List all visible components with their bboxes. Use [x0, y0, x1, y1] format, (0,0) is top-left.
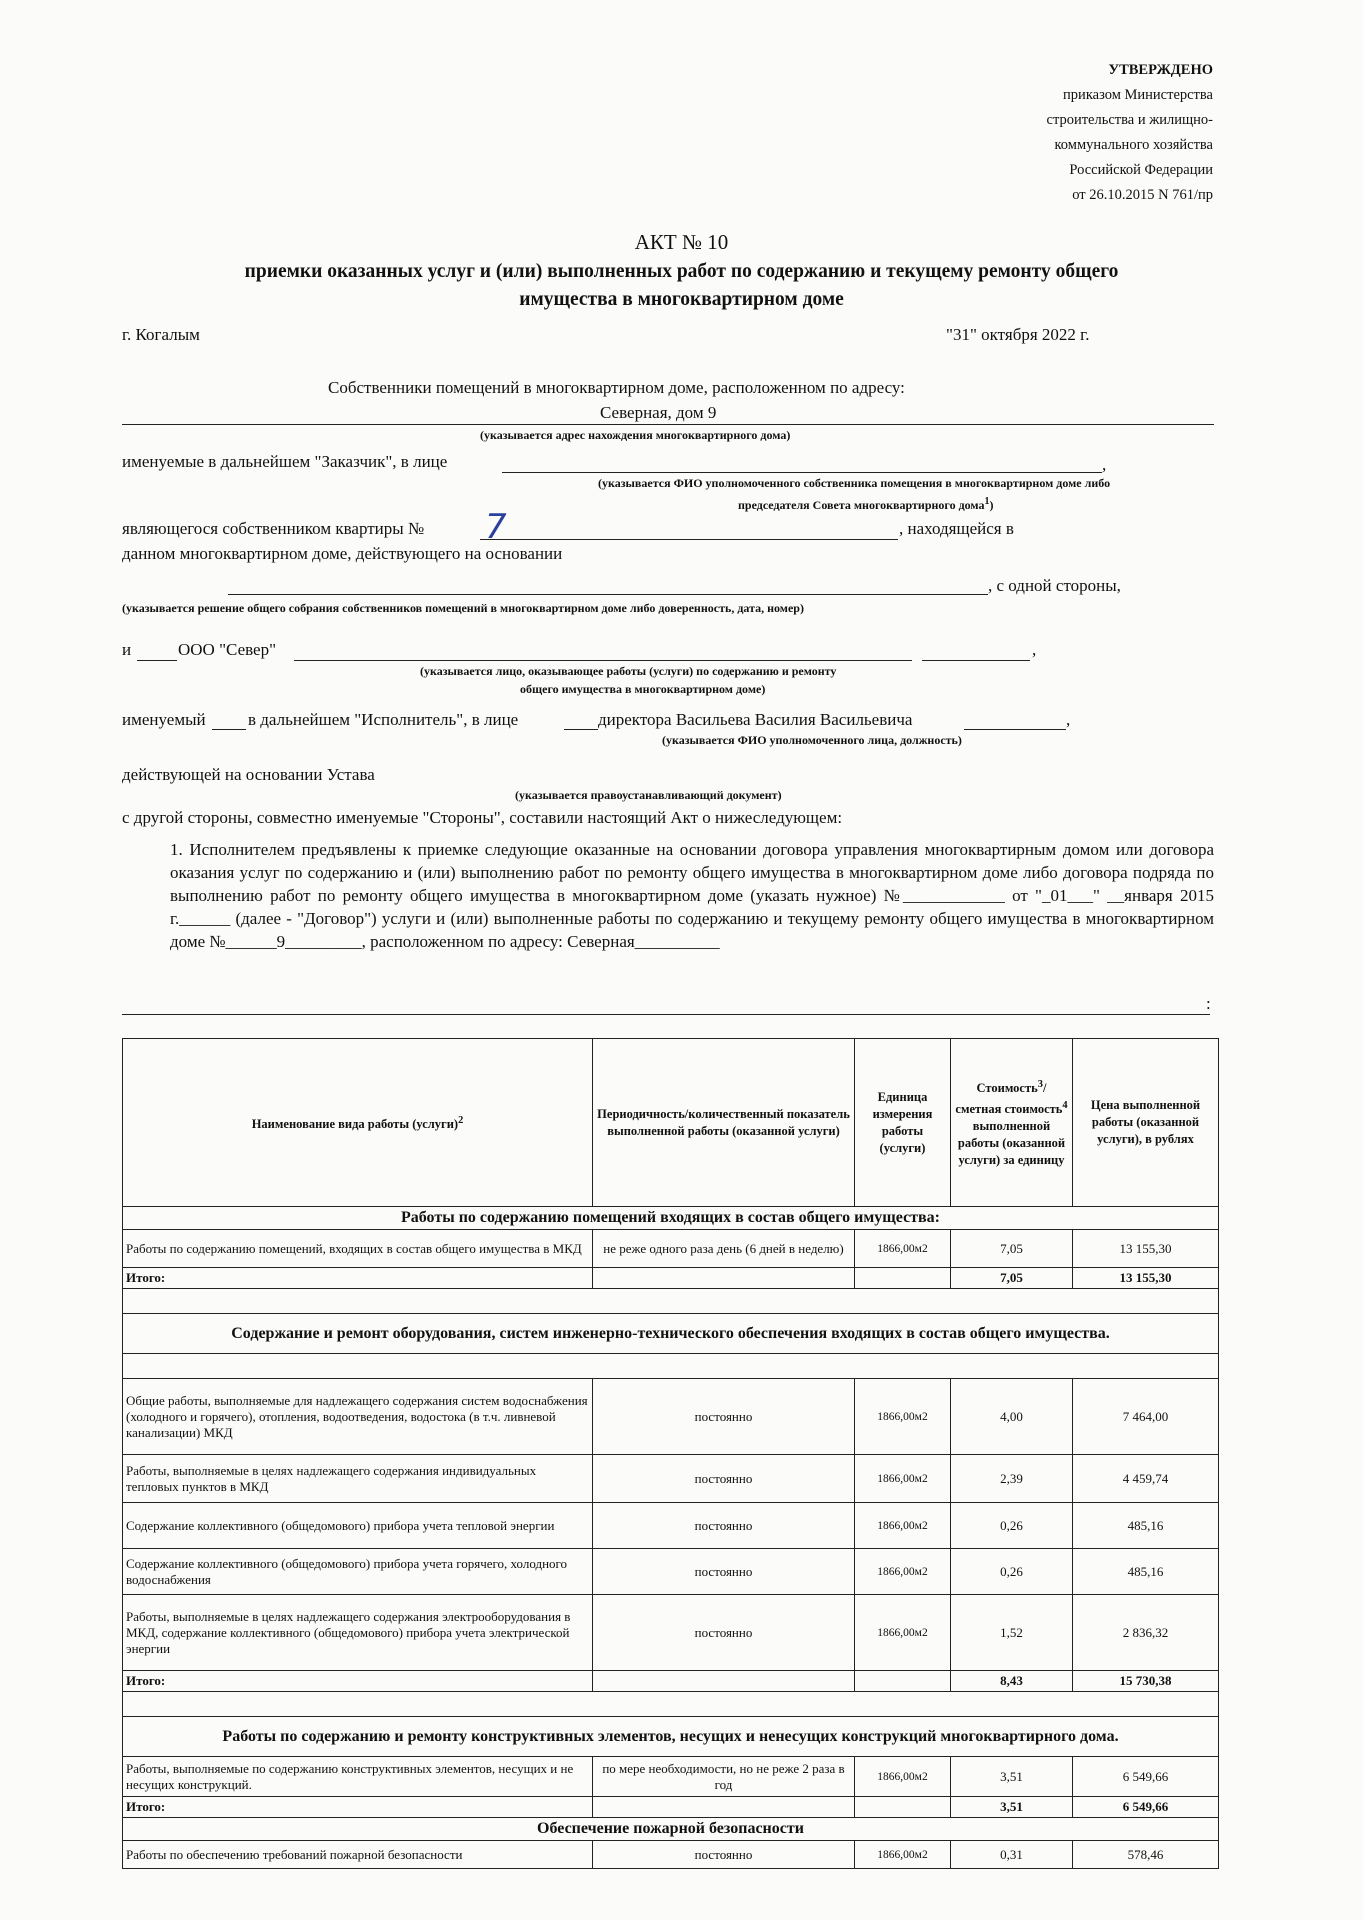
works-table [122, 1038, 1219, 1869]
table-row [123, 1455, 1219, 1503]
header-cost-text: /сметная стоимость [955, 1081, 1063, 1117]
contractor-hint: (указывается лицо, оказывающее работы (услуги) по содержанию и ремонту [420, 664, 837, 678]
row-price: 578,46 [1073, 1841, 1219, 1869]
rep-hint: (указывается ФИО уполномоченного лица, должность) [662, 733, 962, 747]
header-price: Цена выполненной работы (оказанной услуги), в рублях [1073, 1039, 1219, 1207]
empty-cell [593, 1671, 855, 1692]
empty-cell [123, 1354, 1219, 1379]
header-period: Периодичность/количественный показатель выполненной работы (оказанной услуги) [593, 1039, 855, 1207]
customer-line: именуемые в дальнейшем "Заказчик", в лице [122, 452, 448, 471]
city: г. Когалым [122, 325, 200, 344]
row-name: Работы по обеспечению требований пожарной безопасности [123, 1841, 593, 1869]
section-title-row [123, 1818, 1219, 1841]
header-cost [951, 1039, 1073, 1207]
row-price: 485,16 [1073, 1549, 1219, 1595]
approval-block [1047, 58, 1213, 208]
row-cost: 2,39 [951, 1455, 1073, 1503]
row-period: по мере необходимости, но не реже 2 раза в год [593, 1757, 855, 1797]
clause-underline [122, 1014, 1210, 1015]
total-cost: 3,51 [951, 1797, 1073, 1818]
row-cost: 3,51 [951, 1757, 1073, 1797]
table-row [123, 1230, 1219, 1268]
spacer-row [123, 1289, 1219, 1314]
total-cost: 8,43 [951, 1671, 1073, 1692]
owners-intro: Собственники помещений в многоквартирном доме, расположенном по адресу: [328, 378, 905, 397]
acting-hint: (указывается правоустанавливающий документ) [515, 788, 782, 802]
row-name: Работы, выполняемые в целях надлежащего содержания электрооборудования в МКД, содержание коллективного (общедомового) прибора учета электрической энергии [123, 1595, 593, 1671]
footnote-mark: 4 [1062, 1100, 1068, 1111]
name-underline-left [137, 660, 177, 661]
owners-address: Северная, дом 9 [600, 403, 717, 422]
contractor-hint-2: общего имущества в многоквартирном доме) [520, 682, 766, 696]
header-unit: Единица измерения работы (услуги) [855, 1039, 951, 1207]
section-title-row [123, 1207, 1219, 1230]
empty-cell [123, 1289, 1219, 1314]
located-suffix: , находящейся в [899, 519, 1014, 538]
row-period: постоянно [593, 1455, 855, 1503]
section-title: Работы по содержанию помещений входящих в состав общего имущества: [123, 1207, 1219, 1230]
name-underline-right [922, 660, 1030, 661]
customer-hint-text: председателя Совета многоквартирного дома [738, 498, 985, 512]
approval-line: коммунального хозяйства [1054, 137, 1213, 153]
empty-cell [855, 1797, 951, 1818]
act-subtitle [0, 258, 1363, 314]
row-period: постоянно [593, 1595, 855, 1671]
empty-cell [123, 1692, 1219, 1717]
row-price: 2 836,32 [1073, 1595, 1219, 1671]
empty-cell [855, 1268, 951, 1289]
act-subtitle-line: имущества в многоквартирном доме [519, 289, 844, 310]
total-row [123, 1268, 1219, 1289]
approval-line: от 26.10.2015 N 761/пр [1072, 187, 1213, 203]
basis-underline [228, 594, 988, 595]
clause-colon: : [1206, 994, 1211, 1013]
row-price: 13 155,30 [1073, 1230, 1219, 1268]
total-row [123, 1671, 1219, 1692]
empty-cell [855, 1671, 951, 1692]
table-row [123, 1503, 1219, 1549]
row-cost: 7,05 [951, 1230, 1073, 1268]
rep-underline-left [564, 729, 598, 730]
total-price: 6 549,66 [1073, 1797, 1219, 1818]
row-period: постоянно [593, 1379, 855, 1455]
apartment-number-handwritten: 7 [485, 507, 507, 547]
row-period: не реже одного раза день (6 дней в неделю) [593, 1230, 855, 1268]
row-price: 485,16 [1073, 1503, 1219, 1549]
header-name-text: Наименование вида работы (услуги) [251, 1117, 459, 1132]
section-title: Содержание и ремонт оборудования, систем инженерно-технического обеспечения входящих в состав общего имущества. [123, 1314, 1219, 1354]
row-unit: 1866,00м2 [855, 1379, 951, 1455]
clause-1-text: 1. Исполнителем предъявлены к приемке следующие оказанные на основании договора управления многоквартирным домом или договора оказания услуг по содержанию и (или) выполнению работ по ремонту общего имущества в многоквартирном доме либо договора подряда по выполнению работ по ремонту общего имущества в многоквартирном доме (указать нужное) №____________ от "_01___" __января 2015 г.______ (далее - "Договор") услуги и (или) выполненные работы по содержанию и текущему ремонту общего имущества в многоквартирном доме №______9_________, расположенном по адресу: Северная__________ [170, 840, 1214, 951]
footnote-mark: 1 [984, 496, 990, 507]
approval-line: приказом Министерства [1063, 87, 1213, 103]
row-price: 7 464,00 [1073, 1379, 1219, 1455]
row-period: постоянно [593, 1841, 855, 1869]
row-cost: 0,26 [951, 1503, 1073, 1549]
row-unit: 1866,00м2 [855, 1503, 951, 1549]
apartment-underline [480, 539, 898, 540]
total-row [123, 1797, 1219, 1818]
row-price: 6 549,66 [1073, 1757, 1219, 1797]
row-name: Общие работы, выполняемые для надлежащего содержания систем водоснабжения (холодного и горячего), отопления, водоотведения, водостока (в т.ч. ливневой канализации) МКД [123, 1379, 593, 1455]
act-number: АКТ № 10 [634, 230, 729, 254]
row-name: Содержание коллективного (общедомового) прибора учета горячего, холодного водоснабжения [123, 1549, 593, 1595]
header-name [123, 1039, 593, 1207]
table-row [123, 1757, 1219, 1797]
rep-underline-right [964, 729, 1066, 730]
apartment-line: являющегося собственником квартиры № [122, 519, 425, 538]
and-label: и [122, 640, 132, 659]
basis-line: данном многоквартирном доме, действующего на основании [122, 544, 563, 563]
footnote-mark: 3 [1037, 1078, 1043, 1090]
total-label: Итого: [123, 1797, 593, 1818]
act-date: "31" октября 2022 г. [946, 325, 1090, 344]
footnote-mark: 2 [458, 1114, 464, 1126]
header-cost-text: Стоимость [976, 1081, 1038, 1095]
named-b: в дальнейшем "Исполнитель", в лице [248, 710, 519, 729]
row-cost: 4,00 [951, 1379, 1073, 1455]
address-underline [122, 424, 1214, 425]
approval-heading: УТВЕРЖДЕНО [1108, 62, 1213, 78]
approval-line: Российской Федерации [1069, 162, 1213, 178]
approval-line: строительства и жилищно- [1046, 112, 1213, 128]
spacer-row [123, 1354, 1219, 1379]
spacer-row [123, 1692, 1219, 1717]
customer-hint-2: председателя Совета многоквартирного дома$^1$) [738, 496, 994, 512]
section-title-row [123, 1717, 1219, 1757]
row-period: постоянно [593, 1549, 855, 1595]
other-side: с другой стороны, совместно именуемые "Стороны", составили настоящий Акт о нижеследующем: [122, 808, 843, 827]
name-underline [294, 660, 912, 661]
customer-underline [502, 472, 1102, 473]
act-subtitle-line: приемки оказанных услуг и (или) выполненных работ по содержанию и текущему ремонту общего [244, 261, 1119, 282]
total-label: Итого: [123, 1268, 593, 1289]
clause-1 [122, 838, 1214, 953]
named-a: именуемый [122, 710, 206, 729]
customer-hint: (указывается ФИО уполномоченного собственника помещения в многоквартирном доме либо [598, 476, 1111, 490]
address-hint: (указывается адрес нахождения многоквартирного дома) [480, 428, 791, 442]
total-price: 15 730,38 [1073, 1671, 1219, 1692]
acting-basis: действующей на основании Устава [122, 765, 375, 784]
section-title: Обеспечение пожарной безопасности [123, 1818, 1219, 1841]
row-name: Содержание коллективного (общедомового) прибора учета тепловой энергии [123, 1503, 593, 1549]
table-row [123, 1549, 1219, 1595]
representative: директора Васильева Василия Васильевича [598, 710, 913, 729]
basis-hint: (указывается решение общего собрания собственников помещений в многоквартирном доме либо доверенность, дата, номер) [122, 601, 804, 615]
table-header [123, 1039, 1219, 1207]
row-unit: 1866,00м2 [855, 1595, 951, 1671]
row-cost: 1,52 [951, 1595, 1073, 1671]
comma: , [1066, 710, 1071, 729]
total-price: 13 155,30 [1073, 1268, 1219, 1289]
row-cost: 0,26 [951, 1549, 1073, 1595]
table-row [123, 1595, 1219, 1671]
row-unit: 1866,00м2 [855, 1549, 951, 1595]
table-row [123, 1379, 1219, 1455]
row-cost: 0,31 [951, 1841, 1073, 1869]
row-name: Работы, выполняемые по содержанию конструктивных элементов, несущих и не несущих конструкций. [123, 1757, 593, 1797]
comma: , [1102, 455, 1107, 474]
row-name: Работы по содержанию помещений, входящих в состав общего имущества в МКД [123, 1230, 593, 1268]
named-underline [212, 729, 246, 730]
row-unit: 1866,00м2 [855, 1230, 951, 1268]
comma: , [1032, 640, 1037, 659]
row-unit: 1866,00м2 [855, 1841, 951, 1869]
section-title-row [123, 1314, 1219, 1354]
total-label: Итого: [123, 1671, 593, 1692]
one-side: , с одной стороны, [988, 576, 1121, 595]
row-price: 4 459,74 [1073, 1455, 1219, 1503]
total-cost: 7,05 [951, 1268, 1073, 1289]
contractor-name: ООО "Север" [178, 640, 277, 659]
table-row [123, 1841, 1219, 1869]
row-period: постоянно [593, 1503, 855, 1549]
section-title: Работы по содержанию и ремонту конструктивных элементов, несущих и ненесущих конструкций многоквартирного дома. [123, 1717, 1219, 1757]
empty-cell [593, 1797, 855, 1818]
row-name: Работы, выполняемые в целях надлежащего содержания индивидуальных тепловых пунктов в МКД [123, 1455, 593, 1503]
row-unit: 1866,00м2 [855, 1455, 951, 1503]
header-cost-text: выполненной работы (оказанной услуги) за единицу [957, 1119, 1066, 1168]
row-unit: 1866,00м2 [855, 1757, 951, 1797]
empty-cell [593, 1268, 855, 1289]
